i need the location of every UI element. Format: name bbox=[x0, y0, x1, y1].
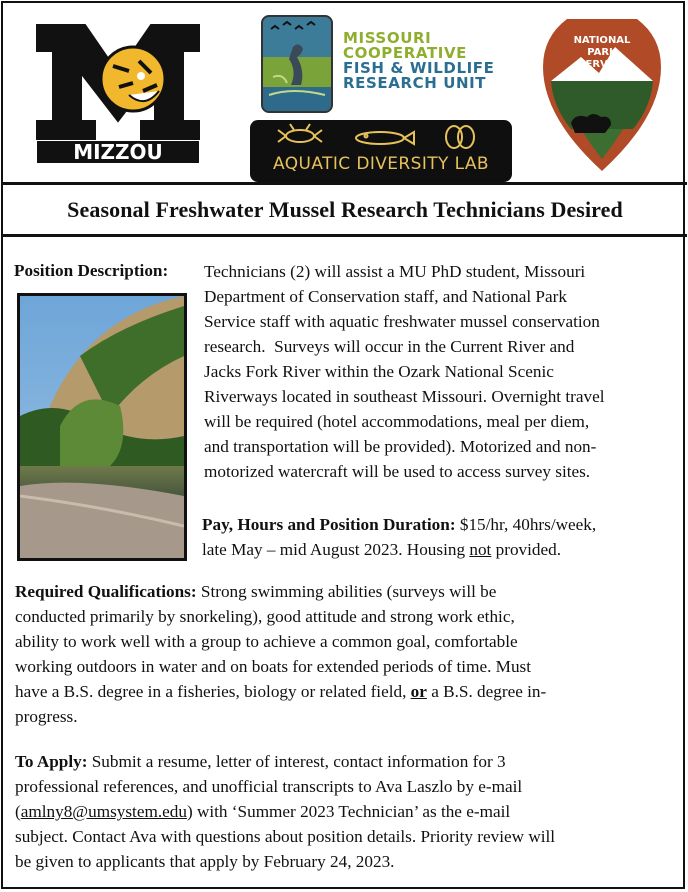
pay-section bbox=[202, 512, 684, 562]
qualifications-line-5: have a B.S. degree in a fisheries, biology or related field, bbox=[15, 682, 411, 701]
position-line-9: motorized watercraft will be used to access survey sites. bbox=[204, 462, 591, 481]
mizzou-wordmark: MIZZOU bbox=[73, 140, 163, 164]
nps-arrowhead-logo bbox=[541, 17, 663, 173]
position-line-2: Department of Conservation staff, and National Park bbox=[204, 287, 567, 306]
logo-header bbox=[3, 3, 687, 185]
mcfw-logo bbox=[261, 15, 506, 115]
nps-text-line-2: PARK bbox=[587, 47, 617, 58]
mcfw-wordmark bbox=[343, 31, 508, 91]
nps-text-line-3: SERVICE bbox=[578, 59, 626, 70]
position-description-text bbox=[204, 259, 682, 484]
heron-badge bbox=[261, 15, 333, 113]
apply-line-4: subject. Contact Ava with questions about position details. Priority review will bbox=[15, 827, 556, 846]
position-line-1: Technicians (2) will assist a MU PhD student, Missouri bbox=[204, 262, 586, 281]
mcfw-line-4: RESEARCH UNIT bbox=[343, 74, 487, 92]
title-bar bbox=[3, 185, 687, 237]
email-link[interactable]: amlny8@umsystem.edu bbox=[20, 802, 187, 821]
apply-paren-open: ( bbox=[15, 802, 21, 821]
apply-label: To Apply: bbox=[15, 752, 88, 771]
aquatic-diversity-lab-logo bbox=[250, 120, 512, 182]
apply-line-3: ) with ‘Summer 2023 Technician’ as the e-mail bbox=[186, 802, 511, 821]
position-line-3: Service staff with aquatic freshwater mussel conservation bbox=[204, 312, 600, 331]
mcfw-line-1: MISSOURI bbox=[343, 29, 432, 47]
aquatic-diversity-lab-wordmark: AQUATIC DIVERSITY LAB bbox=[273, 154, 489, 174]
qualifications-line-3: ability to work well with a group to achieve a common goal, comfortable bbox=[15, 632, 518, 651]
position-description-label: Position Description: bbox=[14, 261, 169, 280]
mcfw-line-3: FISH & WILDLIFE bbox=[343, 59, 495, 77]
pay-housing: provided. bbox=[491, 540, 562, 559]
river-photo bbox=[17, 293, 187, 561]
qualifications-line-5-end: a B.S. degree in- bbox=[426, 682, 547, 701]
qualifications-line-2: conducted primarily by snorkeling), good attitude and strong work ethic, bbox=[15, 607, 515, 626]
qualifications-label: Required Qualifications: bbox=[15, 582, 197, 601]
flyer-frame bbox=[1, 1, 685, 889]
mcfw-line-2: COOPERATIVE bbox=[343, 44, 468, 62]
position-line-5: Jacks Fork River within the Ozark National Scenic bbox=[204, 362, 554, 381]
position-line-7: will be required (hotel accommodations, meal per diem, bbox=[204, 412, 590, 431]
apply-line-2: professional references, and unofficial transcripts to Ava Laszlo by e-mail bbox=[15, 777, 523, 796]
apply-section bbox=[15, 749, 683, 874]
apply-line-1: Submit a resume, letter of interest, contact information for 3 bbox=[87, 752, 506, 771]
qualifications-line-4: working outdoors in water and on boats for extended periods of time. Must bbox=[15, 657, 532, 676]
position-line-8: and transportation will be provided). Motorized and non- bbox=[204, 437, 597, 456]
pay-rate: $15/hr, 40hrs/week, bbox=[455, 515, 597, 534]
pay-label: Pay, Hours and Position Duration: bbox=[202, 515, 456, 534]
position-line-4: research. Surveys will occur in the Current River and bbox=[204, 337, 575, 356]
pay-duration: late May – mid August 2023. Housing bbox=[202, 540, 470, 559]
apply-line-5: be given to applicants that apply by February 24, 2023. bbox=[15, 852, 395, 871]
page-title: Seasonal Freshwater Mussel Research Technicians Desired bbox=[67, 196, 623, 222]
qualifications-line-6: progress. bbox=[15, 707, 78, 726]
position-line-6: Riverways located in southeast Missouri. Overnight travel bbox=[204, 387, 605, 406]
nps-text-line-1: NATIONAL bbox=[573, 35, 631, 46]
qualifications-section bbox=[15, 579, 683, 729]
qualifications-or-emphasis: or bbox=[410, 682, 427, 701]
pay-not-emphasis: not bbox=[469, 540, 492, 559]
qualifications-line-1: Strong swimming abilities (surveys will be bbox=[196, 582, 497, 601]
mizzou-logo bbox=[33, 21, 203, 166]
